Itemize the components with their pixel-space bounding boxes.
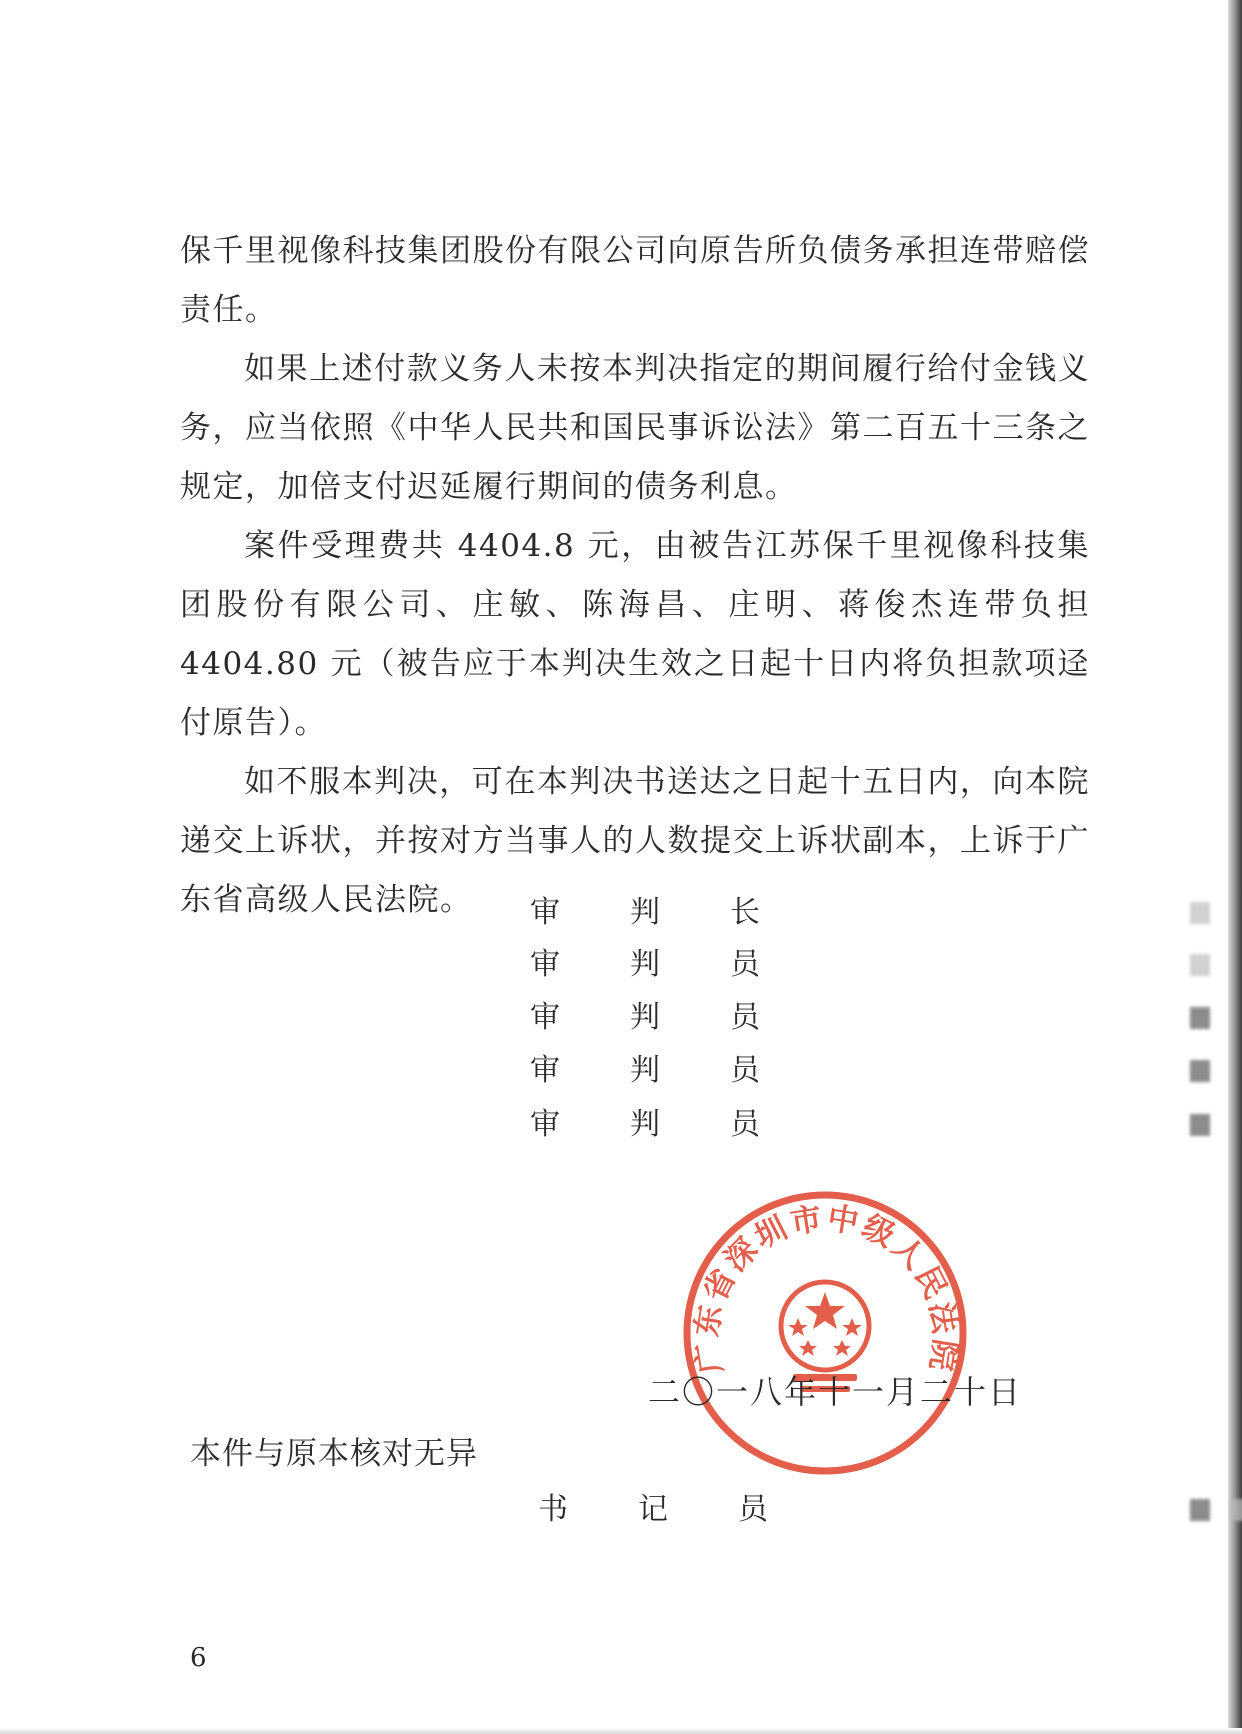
star-icon [788, 1318, 808, 1336]
court-seal [680, 1188, 970, 1478]
judgment-date: 二〇一八年十一月二十日 [648, 1373, 1023, 1411]
paragraph-late-payment: 如果上述付款义务人未按本判决指定的期间履行给付金钱义务，应当依照《中华人民共和国民事诉讼法》第二百五十三条之规定，加倍支付迟延履行期间的债务利息。 [180, 351, 1090, 505]
page-number: 6 [190, 1643, 207, 1673]
judgment-body [180, 222, 1090, 930]
signature-presiding-judge [530, 890, 1050, 936]
signature-title: 审 判 员 [530, 947, 760, 982]
signature-title: 审 判 员 [530, 1000, 760, 1035]
seal-text: 广东省深圳市中级人民法院 [688, 1200, 964, 1377]
signature-judge-1 [530, 942, 1050, 988]
redacted-name [860, 1499, 1060, 1525]
signature-title: 书 记 员 [538, 1492, 768, 1527]
scan-shadow [0, 1728, 1242, 1734]
redacted-name [860, 902, 1060, 928]
star-icon [799, 1340, 817, 1356]
redacted-name [860, 954, 1060, 980]
seal-ring [687, 1195, 963, 1471]
redacted-name [860, 1007, 1060, 1033]
page-edge-shadow [1228, 0, 1242, 1734]
signature-judge-3 [530, 1048, 1050, 1094]
signature-title: 审 判 员 [530, 1053, 760, 1088]
certification-note: 本件与原本核对无异 [190, 1436, 478, 1472]
redacted-name [860, 1060, 1060, 1086]
signature-title: 审 判 员 [530, 1107, 760, 1142]
star-icon [833, 1340, 851, 1356]
signature-clerk [530, 1487, 1050, 1533]
star-icon [842, 1318, 862, 1336]
paragraph-court-fee: 案件受理费共 4404.8 元，由被告江苏保千里视像科技集团股份有限公司、庄敏、陈海昌、庄明、蒋俊杰连带负担 4404.80 元（被告应于本判决生效之日起十日内将负担款项迳付原告）。 [180, 528, 1090, 741]
paragraph-liability: 保千里视像科技集团股份有限公司向原告所负债务承担连带赔偿责任。 [180, 233, 1090, 328]
signature-title: 审 判 长 [530, 895, 760, 930]
star-icon [805, 1292, 845, 1329]
paragraph-appeal: 如不服本判决，可在本判决书送达之日起十五日内，向本院递交上诉状，并按对方当事人的人数提交上诉状副本，上诉于广东省高级人民法院。 [180, 764, 1090, 918]
redacted-name [860, 1114, 1060, 1140]
signature-judge-2 [530, 995, 1050, 1041]
signature-judge-4 [530, 1102, 1050, 1148]
